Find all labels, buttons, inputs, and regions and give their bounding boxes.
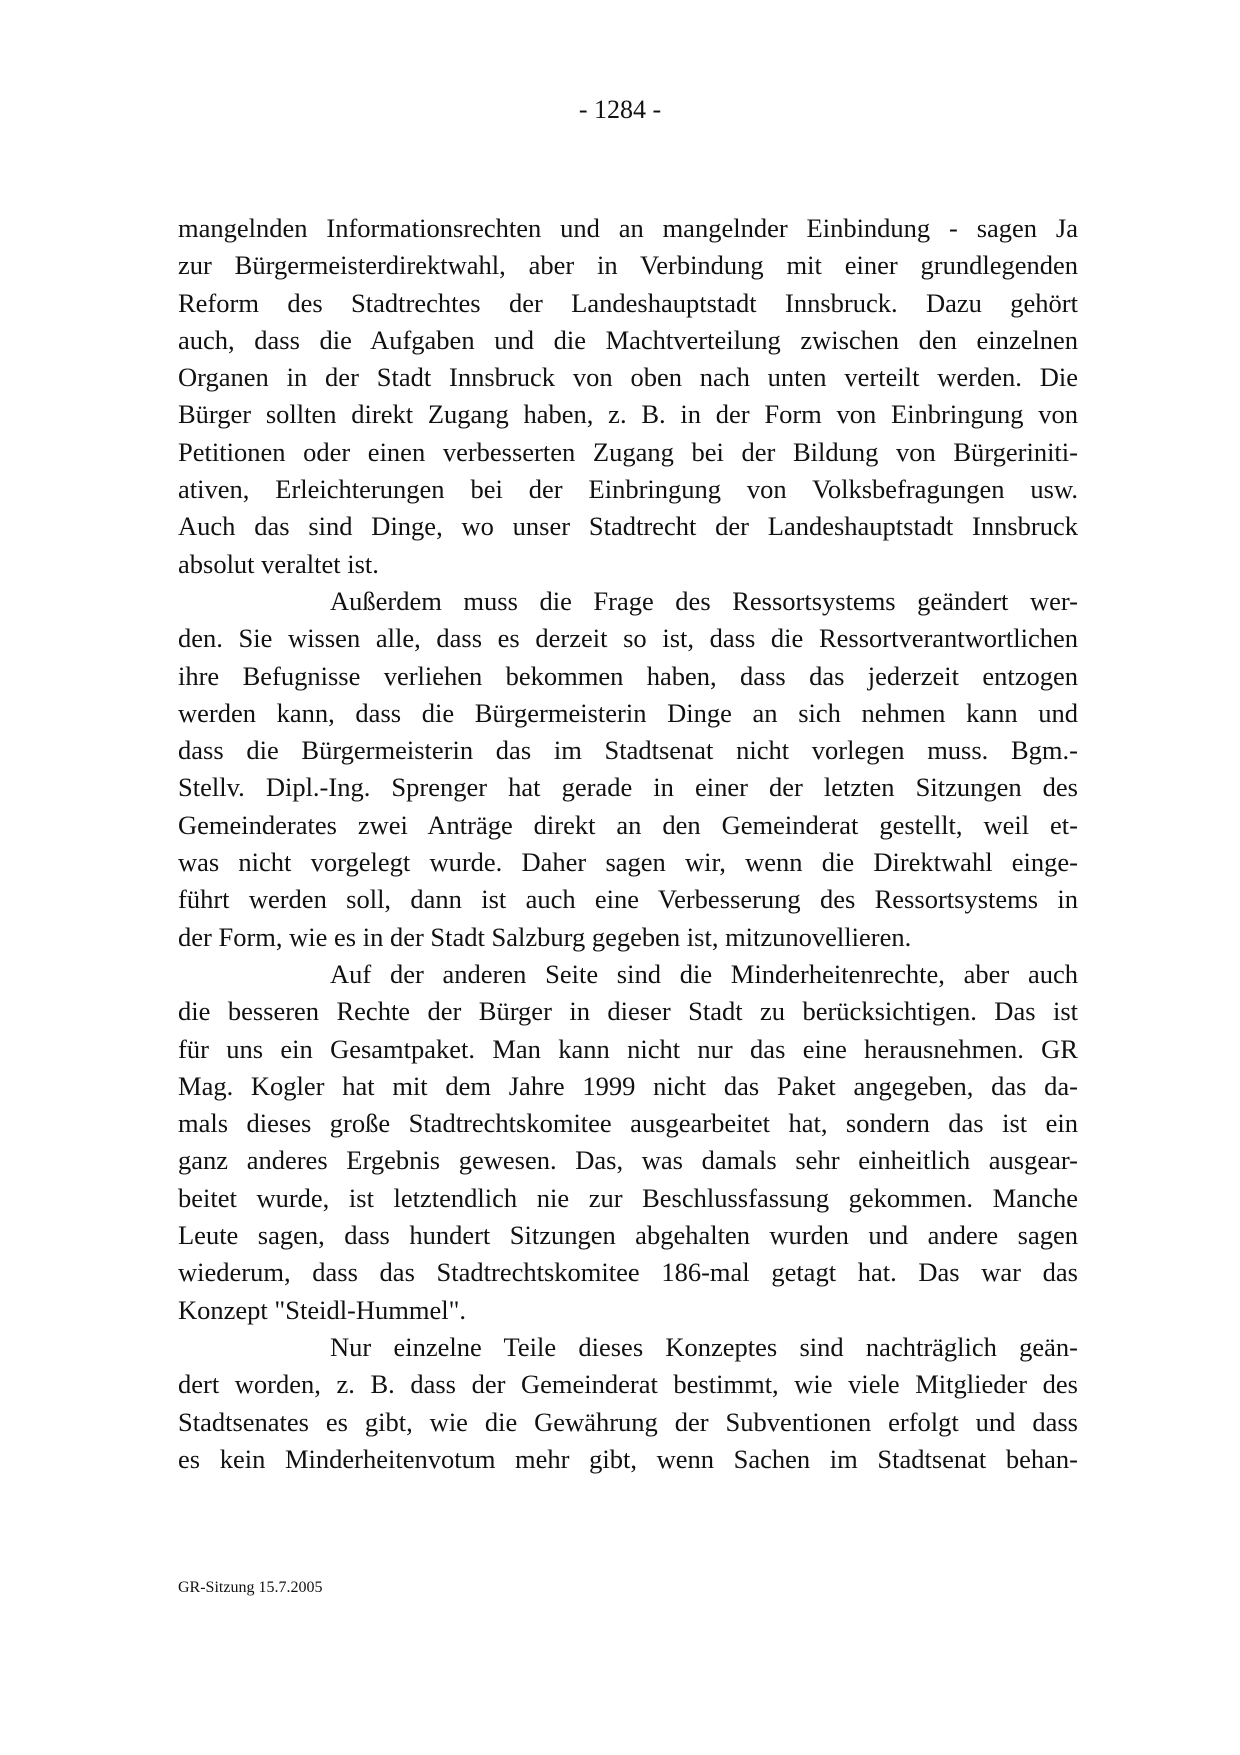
text-line: was nicht vorgelegt wurde. Daher sagen wir, wenn die Direktwahl einge- <box>178 847 1078 878</box>
text-line: Stadtsenates es gibt, wie die Gewährung der Subventionen erfolgt und dass <box>178 1406 1078 1437</box>
text-line: führt werden soll, dann ist auch eine Verbesserung des Ressortsystems in <box>178 884 1078 915</box>
text-line: die besseren Rechte der Bürger in dieser Stadt zu berücksichtigen. Das ist <box>178 996 1078 1027</box>
text-line: Auch das sind Dinge, wo unser Stadtrecht der Landeshauptstadt Innsbruck <box>178 511 1078 542</box>
text-line: ativen, Erleichterungen bei der Einbringung von Volksbefragungen usw. <box>178 474 1078 505</box>
text-line: werden kann, dass die Bürgermeisterin Dinge an sich nehmen kann und <box>178 697 1078 728</box>
text-line: dass die Bürgermeisterin das im Stadtsenat nicht vorlegen muss. Bgm.- <box>178 735 1078 766</box>
text-line: ihre Befugnisse verliehen bekommen haben, dass das jederzeit entzogen <box>178 660 1078 691</box>
text-line: beitet wurde, ist letztendlich nie zur Beschlussfassung gekommen. Manche <box>178 1182 1078 1213</box>
text-line: dert worden, z. B. dass der Gemeinderat bestimmt, wie viele Mitglieder des <box>178 1369 1078 1400</box>
text-line: der Form, wie es in der Stadt Salzburg gegeben ist, mitzunovellieren. <box>178 921 912 952</box>
page-number: - 1284 - <box>578 95 662 124</box>
text-line: Außerdem muss die Frage des Ressortsystems geändert wer- <box>330 585 1078 616</box>
text-line: Mag. Kogler hat mit dem Jahre 1999 nicht das Paket angegeben, das da- <box>178 1070 1078 1101</box>
body-text <box>178 210 1078 1478</box>
text-line: Konzept "Steidl-Hummel". <box>178 1294 467 1325</box>
text-line: mangelnden Informationsrechten und an mangelnder Einbindung - sagen Ja <box>178 213 1078 243</box>
text-line: absolut veraltet ist. <box>178 548 379 579</box>
page-footer: GR-Sitzung 15.7.2005 <box>178 1579 323 1596</box>
text-line: Organen in der Stadt Innsbruck von oben nach unten verteilt werden. Die <box>178 362 1078 393</box>
text-line: Bürger sollten direkt Zugang haben, z. B. in der Form von Einbringung von <box>178 399 1078 430</box>
text-line: Gemeinderates zwei Anträge direkt an den Gemeinderat gestellt, weil et- <box>178 809 1078 840</box>
text-line: für uns ein Gesamtpaket. Man kann nicht nur das eine herausnehmen. GR <box>178 1033 1078 1064</box>
text-line: es kein Minderheitenvotum mehr gibt, wenn Sachen im Stadtsenat behan- <box>178 1443 1078 1474</box>
text-line: Petitionen oder einen verbesserten Zugang bei der Bildung von Bürgeriniti- <box>178 436 1078 467</box>
text-line: wiederum, dass das Stadtrechtskomitee 186-mal getagt hat. Das war das <box>178 1257 1078 1288</box>
text-line: mals dieses große Stadtrechtskomitee ausgearbeitet hat, sondern das ist ein <box>178 1108 1078 1139</box>
text-line: Leute sagen, dass hundert Sitzungen abgehalten wurden und andere sagen <box>178 1220 1078 1251</box>
text-line: Stellv. Dipl.-Ing. Sprenger hat gerade in einer der letzten Sitzungen des <box>178 772 1078 803</box>
text-line: auch, dass die Aufgaben und die Machtverteilung zwischen den einzelnen <box>178 324 1078 355</box>
text-line: Reform des Stadtrechtes der Landeshauptstadt Innsbruck. Dazu gehört <box>178 287 1078 318</box>
text-line: Nur einzelne Teile dieses Konzeptes sind nachträglich geän- <box>330 1331 1078 1362</box>
text-line: zur Bürgermeisterdirektwahl, aber in Verbindung mit einer grundlegenden <box>178 250 1078 281</box>
text-line: den. Sie wissen alle, dass es derzeit so ist, dass die Ressortverantwortlichen <box>178 623 1078 654</box>
text-line: ganz anderes Ergebnis gewesen. Das, was damals sehr einheitlich ausgear- <box>178 1145 1078 1176</box>
text-line: Auf der anderen Seite sind die Minderheitenrechte, aber auch <box>330 958 1078 989</box>
